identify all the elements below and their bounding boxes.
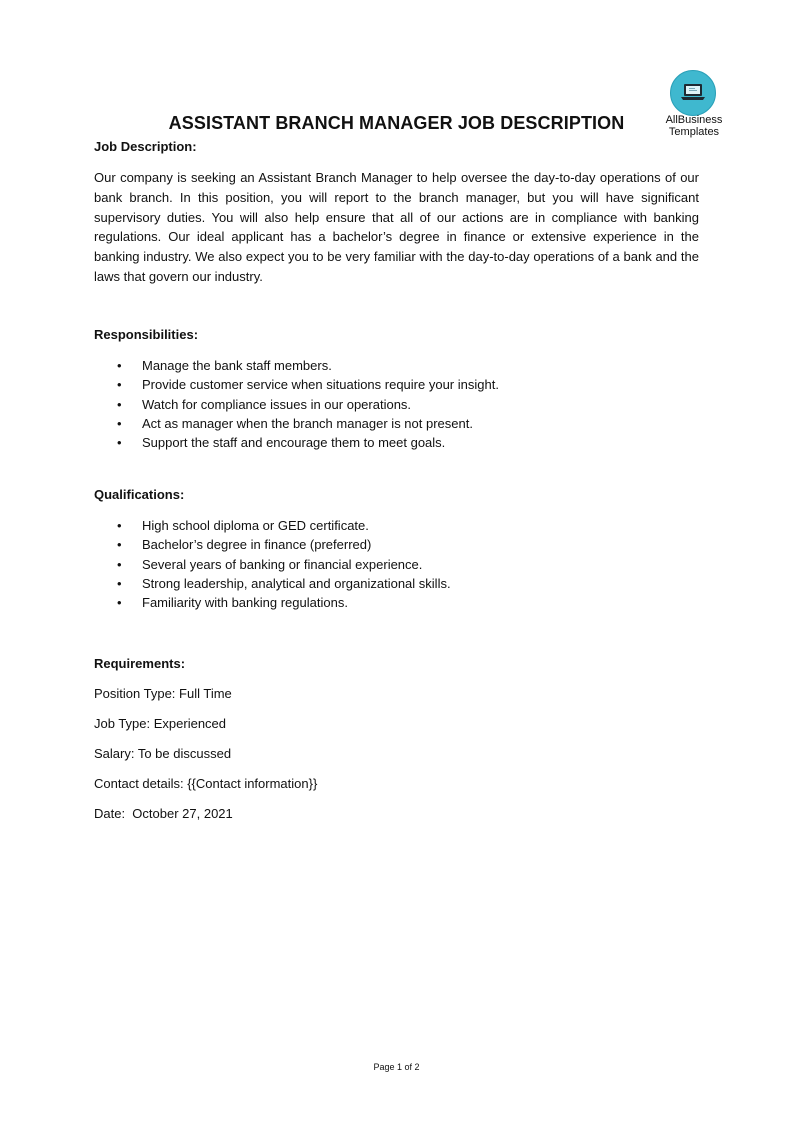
- bullet: •: [117, 537, 122, 553]
- responsibilities-heading: Responsibilities:: [94, 326, 199, 342]
- list-item-text: Provide customer service when situations require your insight.: [142, 377, 499, 393]
- requirements-heading: Requirements:: [94, 655, 186, 671]
- list-item-text: Strong leadership, analytical and organizational skills.: [142, 576, 451, 592]
- list-item: [94, 395, 699, 414]
- list-item: [94, 574, 699, 593]
- list-item-text: Familiarity with banking regulations.: [142, 595, 348, 611]
- job-description-heading: Job Description:: [94, 139, 197, 154]
- bullet: •: [117, 357, 122, 373]
- responsibilities-list: [94, 356, 699, 453]
- bullet: •: [117, 517, 122, 533]
- list-item: [94, 433, 699, 452]
- laptop-icon: [681, 83, 705, 101]
- list-item: [94, 535, 699, 554]
- logo-circle: [670, 70, 716, 116]
- list-item-text: Several years of banking or financial experience.: [142, 556, 423, 572]
- document-body: [94, 138, 699, 823]
- list-item-text: Support the staff and encourage them to meet goals.: [142, 435, 446, 451]
- list-item: [94, 375, 699, 394]
- logo-text-line1: AllBusiness: [665, 114, 723, 126]
- bullet: •: [117, 435, 122, 451]
- list-item-text: Bachelor’s degree in finance (preferred): [142, 537, 372, 553]
- list-item-text: Watch for compliance issues in our operations.: [142, 396, 412, 412]
- list-item: [94, 593, 699, 612]
- bullet: •: [117, 576, 122, 592]
- page-number-footer: Page 1 of 2: [373, 1062, 420, 1072]
- bullet: •: [117, 396, 122, 412]
- contact-details: Contact details: {{Contact information}}: [94, 775, 318, 791]
- position-type: Position Type: Full Time: [94, 685, 232, 701]
- job-type: Job Type: Experienced: [94, 715, 227, 731]
- list-item: [94, 555, 699, 574]
- date: Date: October 27, 2021: [94, 805, 233, 821]
- list-item: [94, 356, 699, 375]
- list-item-text: High school diploma or GED certificate.: [142, 517, 369, 533]
- bullet: •: [117, 595, 122, 611]
- list-item: [94, 516, 699, 535]
- list-item-text: Manage the bank staff members.: [142, 357, 332, 373]
- document-title: ASSISTANT BRANCH MANAGER JOB DESCRIPTION: [168, 113, 625, 133]
- bullet: •: [117, 416, 122, 431]
- qualifications-heading: Qualifications:: [94, 486, 185, 502]
- list-item: [94, 414, 699, 433]
- logo-text-line2: Templates: [668, 126, 720, 138]
- job-description-text: Our company is seeking an Assistant Branch Manager to help oversee the day-to-day operations of our bank branch. In this position, you will report to the branch manager, but you will have significant supervisory duties. You will also help ensure that all of our actions are in compliance with banking regulations. Our ideal applicant has a bachelor’s degree in finance or extensive experience in the banking industry. We also expect you to be very familiar with the day-to-day operations of a bank and the laws that govern our industry.: [94, 170, 699, 284]
- bullet: •: [117, 556, 122, 572]
- bullet: •: [117, 377, 122, 393]
- salary: Salary: To be discussed: [94, 745, 232, 761]
- qualifications-list: [94, 516, 699, 613]
- list-item-text: Act as manager when the branch manager is not present.: [142, 416, 473, 431]
